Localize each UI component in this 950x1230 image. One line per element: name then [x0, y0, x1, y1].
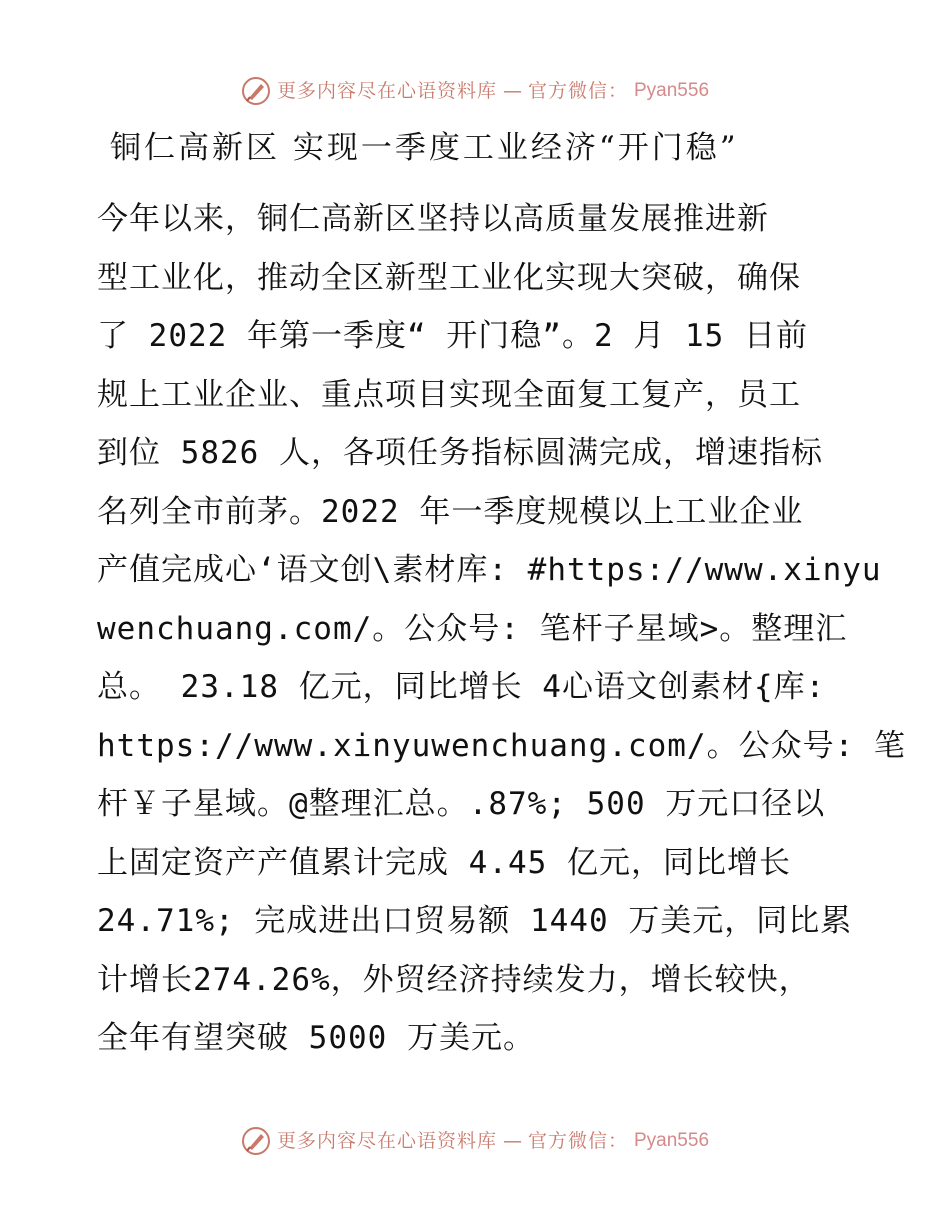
- body-line: 24.71%; 完成进出口贸易额 1440 万美元，同比累: [97, 903, 853, 939]
- watermark-sub-text: 官方微信：: [527, 1130, 628, 1152]
- watermark-sub-text: 官方微信：: [527, 80, 628, 102]
- body-line: wenchuang.com/。公众号: 笔杆子星域>。整理汇: [97, 610, 848, 647]
- body-line: 型工业化，推动全区新型工业化实现大突破，确保: [97, 259, 801, 296]
- body-line: 计增长274.26%，外贸经济持续发力，增长较快，: [97, 961, 811, 998]
- watermark-wechat-id: Pyan556: [634, 1130, 710, 1151]
- body-line: 名列全市前茅。2022 年一季度规模以上工业企业: [97, 493, 804, 530]
- article-body: [97, 190, 906, 1068]
- body-line: 规上工业企业、重点项目实现全面复工复产，员工: [97, 376, 801, 413]
- body-line: 到位 5826 人，各项任务指标圆满完成，增速指标: [97, 435, 823, 471]
- watermark-separator: —: [502, 80, 522, 102]
- body-line: 总。 23.18 亿元，同比增长 4心语文创素材{库:: [97, 669, 826, 705]
- body-line: https://www.xinyuwenchuang.com/。公众号: 笔: [97, 727, 906, 764]
- body-line: 全年有望突破 5000 万美元。: [97, 1020, 535, 1056]
- body-line: 杆￥子星域。@整理汇总。.87%; 500 万元口径以: [97, 786, 826, 822]
- watermark-main-text: 更多内容尽在心语资料库: [276, 80, 497, 102]
- watermark-wechat-id: Pyan556: [634, 80, 710, 101]
- article-title: 铜仁高新区 实现一季度工业经济“开门稳”: [110, 130, 739, 166]
- watermark-separator: —: [502, 1130, 522, 1152]
- quill-logo-icon: [241, 76, 271, 106]
- body-line: 产值完成心‘语文创\素材库: #https://www.xinyu: [97, 552, 882, 588]
- body-line: 上固定资产产值累计完成 4.45 亿元，同比增长: [97, 844, 791, 881]
- watermark-main-text: 更多内容尽在心语资料库: [276, 1130, 497, 1152]
- quill-logo-icon: [241, 1126, 271, 1156]
- body-line: 今年以来，铜仁高新区坚持以高质量发展推进新: [97, 201, 769, 237]
- header-watermark: [0, 76, 950, 106]
- footer-watermark: [0, 1126, 950, 1156]
- body-line: 了 2022 年第一季度“ 开门稳”。2 月 15 日前: [97, 318, 808, 354]
